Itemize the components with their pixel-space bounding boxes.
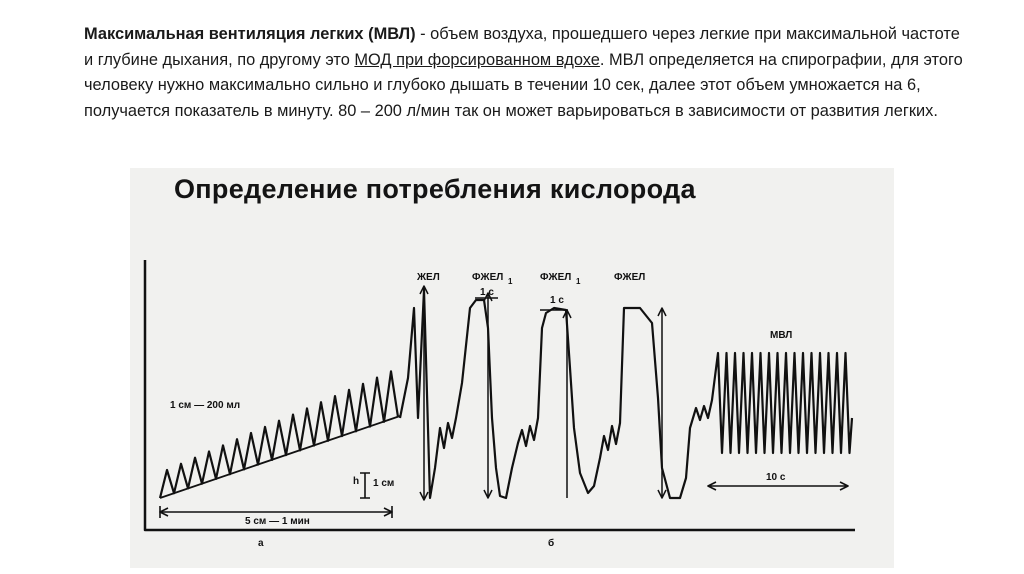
description-paragraph (84, 22, 964, 124)
ten-s-bracket (708, 482, 848, 490)
scale-label: 1 см — 200 мл (170, 400, 241, 411)
mvl-label: МВЛ (770, 330, 793, 341)
x-scale-label: 5 см — 1 мин (245, 516, 310, 527)
h-label: h (353, 476, 360, 487)
ten-s-label: 10 с (766, 472, 786, 483)
figure-title: Определение потребления кислорода (174, 174, 696, 204)
spirogram-figure (130, 168, 894, 568)
h-scale-label: 1 см (373, 478, 395, 489)
trace-forced-breathing (400, 290, 852, 498)
fzhel-sub-1: 1 (508, 277, 513, 286)
trace-quiet-breathing (160, 371, 398, 498)
panel-b-label: б (548, 538, 555, 549)
panel-a-label: а (258, 538, 264, 549)
fzhel-label-2: ФЖЕЛ (540, 272, 572, 283)
fzhel-label-3: ФЖЕЛ (614, 272, 646, 283)
underlined-phrase: МОД при форсированном вдохе (354, 50, 600, 69)
text-part-2: . МВЛ определяется на спирографии, для этого человеку нужно максимально сильно и глубоко дышать в течении 10 сек, далее этот объем умножается на 6, получается показатель в минуту. 80 – 200 л/мин так он может варьироваться в зависимости от развития легких. (84, 50, 963, 120)
one-s-label-1: 1 с (480, 287, 494, 298)
h-measure (360, 473, 370, 498)
zhel-label: ЖЕЛ (417, 272, 440, 283)
fzhel-sub-2: 1 (576, 277, 581, 286)
fzhel-label-1: ФЖЕЛ (472, 272, 504, 283)
text-part-1: - объем воздуха, прошедшего через легкие при максимальной частоте и глубине дыхания, по другому это (84, 25, 960, 69)
term-mvl: Максимальная вентиляция легких (МВЛ) (84, 25, 416, 43)
one-s-label-2: 1 с (550, 295, 564, 306)
fzhel-arrow-2 (563, 310, 571, 498)
spirogram-svg (130, 168, 894, 568)
